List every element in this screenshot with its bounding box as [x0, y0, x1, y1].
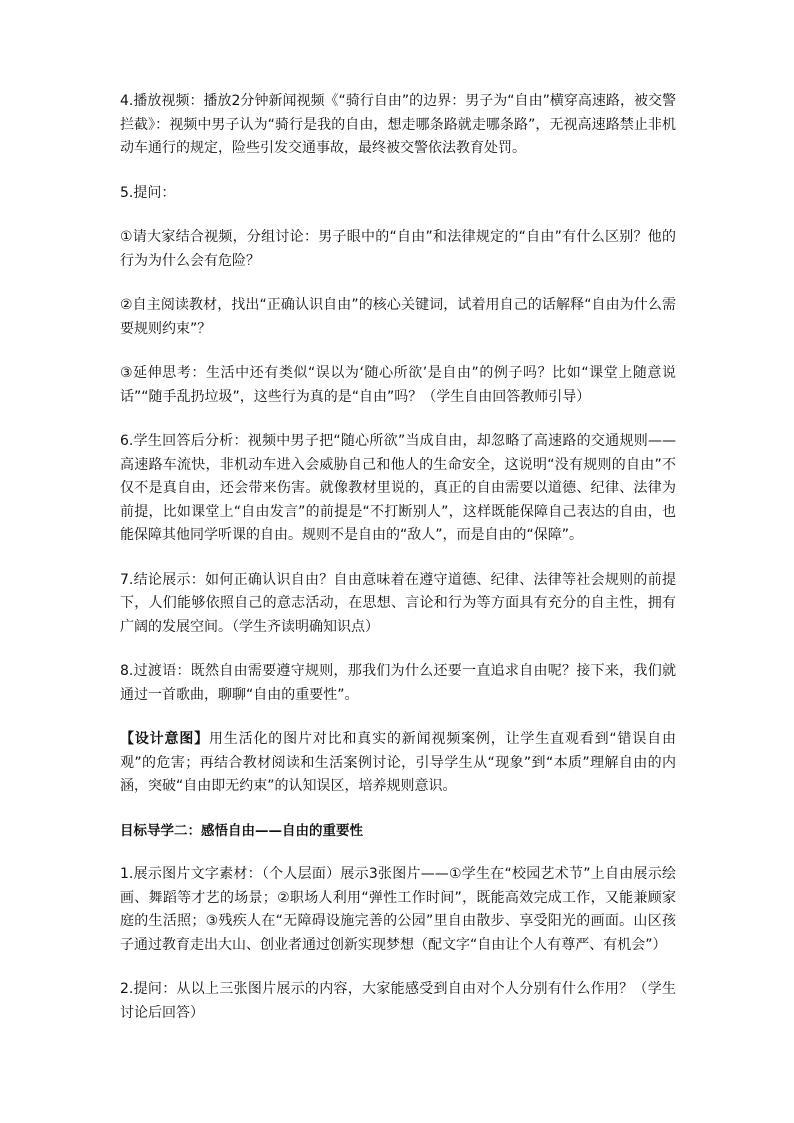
question-3: ③延伸思考：生活中还有类似“误以为‘随心所欲’是自由”的例子吗？比如“课堂上随意说话”“随手乱扔垃圾”，这些行为真的是“自由”吗？（学生自由回答教师引导）	[120, 365, 676, 405]
design-intent-label: 【设计意图】	[120, 731, 209, 747]
step-8-transition: 8.过渡语：既然自由需要遵守规则，那我们为什么还要一直追求自由呢？接下来，我们就通过一首歌曲，聊聊“自由的重要性”。	[120, 663, 676, 703]
document-page	[120, 90, 676, 1046]
step-2-question: 2.提问：从以上三张图片展示的内容，大家能感受到自由对个人分别有什么作用？（学生讨论后回答）	[120, 981, 676, 1021]
step-4-video: 4.播放视频：播放2分钟新闻视频《“骑行自由”的边界：男子为“自由”横穿高速路，被交警拦截》：视频中男子认为“骑行是我的自由，想走哪条路就走哪条路”，无视高速路禁止非机动车通行的规定，险些引发交通事故，最终被交警依法教育处罚。	[120, 93, 676, 156]
step-1-materials: 1.展示图片文字素材：（个人层面）展示3张图片——①学生在“校园艺术节”上自由展示绘画、舞蹈等才艺的场景；②职场人利用“弹性工作时间”，既能高效完成工作，又能兼顾家庭的生活照；③残疾人在“无障碍设施完善的公园”里自由散步、享受阳光的画面。山区孩子通过教育走出大山、创业者通过创新实现梦想（配文字“自由让个人有尊严、有机会”）	[120, 866, 676, 953]
step-6-analysis: 6.学生回答后分析：视频中男子把“随心所欲”当成自由，却忽略了高速路的交通规则——高速路车流快，非机动车进入会威胁自己和他人的生命安全，这说明“没有规则的自由”不仅不是真自由，还会带来伤害。就像教材里说的，真正的自由需要以道德、纪律、法律为前提，比如课堂上“自由发言”的前提是“不打断别人”，这样既能保障自己表达的自由，也能保障其他同学听课的自由。规则不是自由的“敌人”，而是自由的“保障”。	[120, 433, 676, 543]
design-intent-paragraph	[120, 728, 676, 799]
step-7-conclusion: 7.结论展示：如何正确认识自由？自由意味着在遵守道德、纪律、法律等社会规则的前提下，人们能够依照自己的意志活动，在思想、言论和行为等方面具有充分的自主性，拥有广阔的发展空间。（学生齐读明确知识点）	[120, 571, 676, 635]
question-2: ②自主阅读教材，找出“正确认识自由”的核心关键词，试着用自己的话解释“自由为什么需要规则约束”？	[120, 297, 676, 337]
design-intent-text: 用生活化的图片对比和真实的新闻视频案例，让学生直观看到“错误自由观”的危害；再结合教材阅读和生活案例讨论，引导学生从“现象”到“本质”理解自由的内涵，突破“自由即无约束”的认知误区，培养规则意识。	[120, 731, 676, 794]
question-1: ①请大家结合视频，分组讨论：男子眼中的“自由”和法律规定的“自由”有什么区别？他的行为为什么会有危险？	[120, 229, 676, 269]
step-5-question-label: 5.提问：	[120, 184, 176, 201]
section-heading: 目标导学二：感悟自由——自由的重要性	[120, 822, 363, 839]
